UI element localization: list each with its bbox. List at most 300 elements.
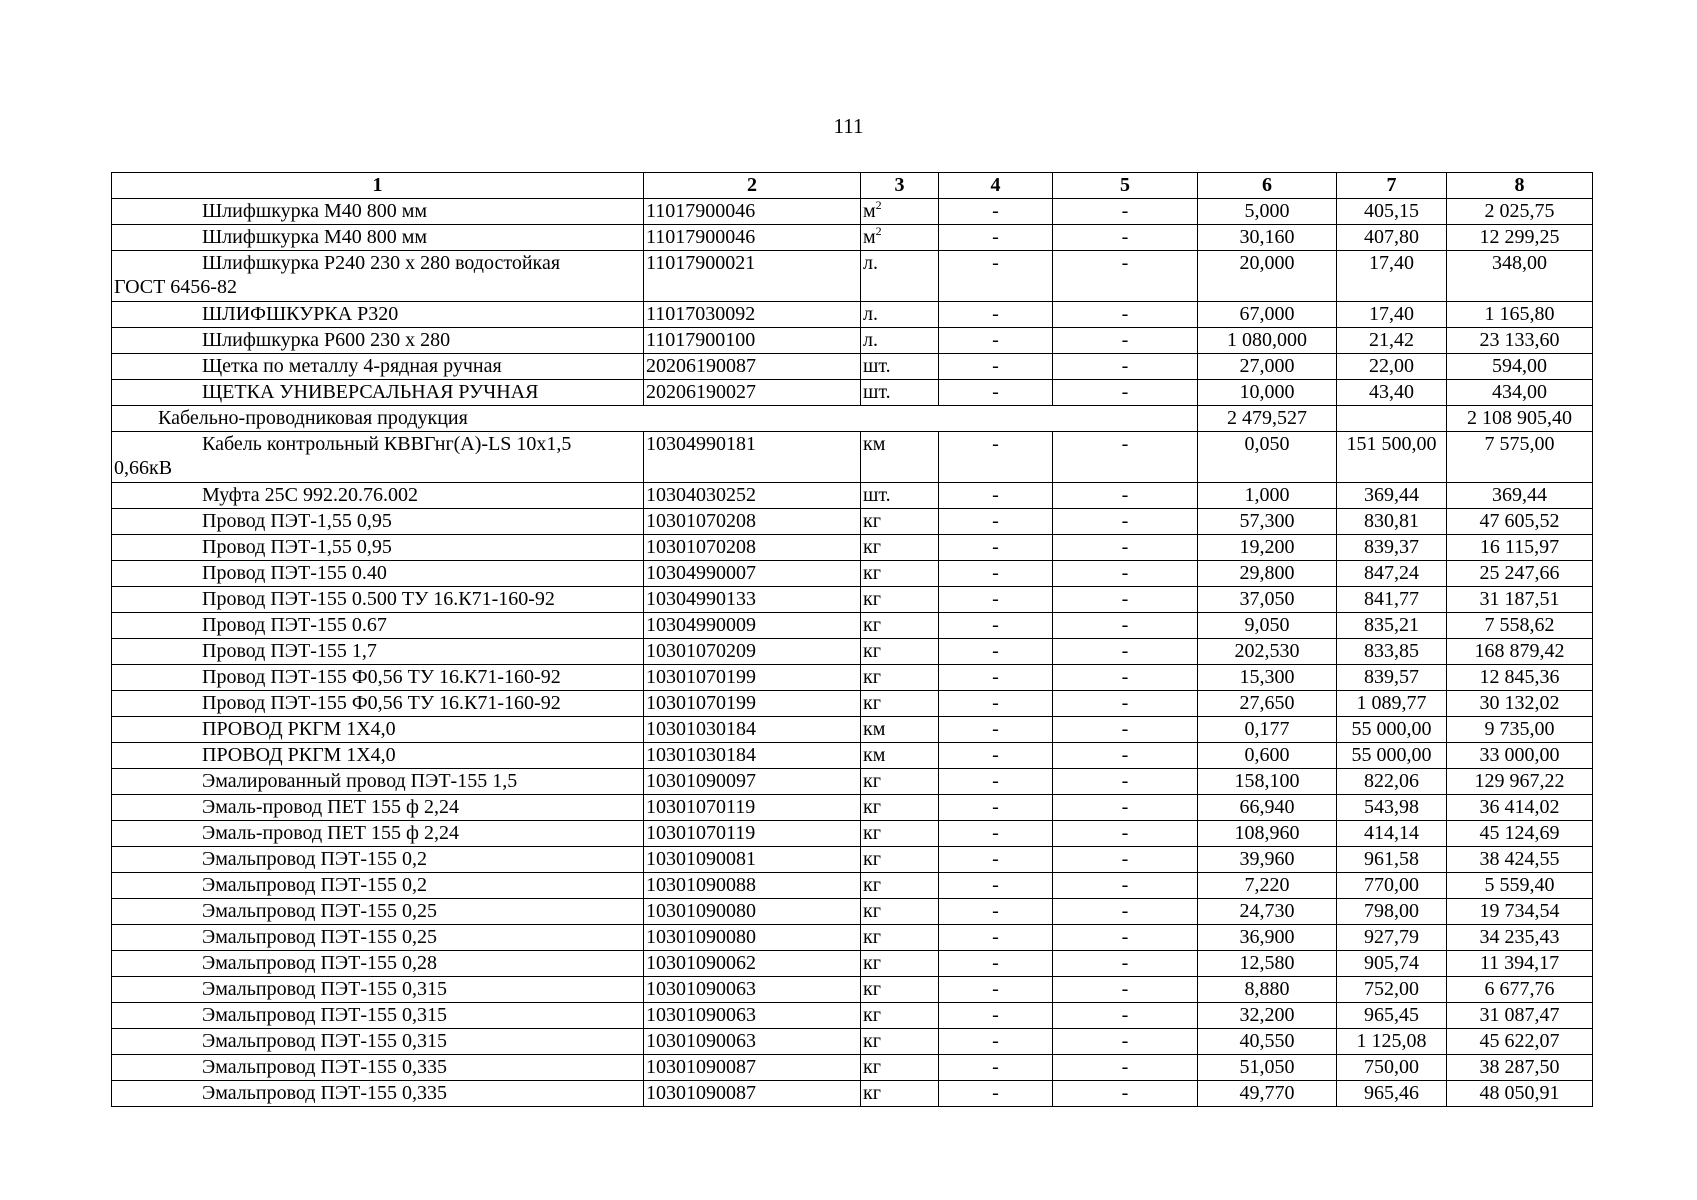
item-sum: 434,00 [1447, 380, 1593, 406]
item-col5: - [1053, 380, 1198, 406]
item-name: Провод ПЭТ-155 0.67 [202, 614, 387, 636]
item-name-cell [112, 561, 644, 587]
item-sum: 45 622,07 [1447, 1029, 1593, 1055]
item-sum: 45 124,69 [1447, 821, 1593, 847]
item-code: 10304990007 [644, 561, 861, 587]
item-name: Щетка по металлу 4-рядная ручная [202, 355, 502, 377]
item-unit: кг [863, 640, 881, 662]
item-name-cell [112, 821, 644, 847]
item-unit-cell [861, 717, 939, 743]
table-row [112, 769, 1593, 795]
item-qty: 27,000 [1198, 354, 1337, 380]
item-qty: 67,000 [1198, 302, 1337, 328]
item-name: Шлифшкурка М40 800 мм [202, 200, 428, 222]
column-header: 7 [1337, 173, 1447, 199]
item-price: 752,00 [1337, 977, 1447, 1003]
item-unit: км [863, 433, 886, 455]
item-code: 10301090087 [644, 1055, 861, 1081]
item-name-cell [112, 1003, 644, 1029]
table-row [112, 925, 1593, 951]
item-price: 21,42 [1337, 328, 1447, 354]
item-col4: - [939, 613, 1053, 639]
item-col4: - [939, 1055, 1053, 1081]
item-col5: - [1053, 977, 1198, 1003]
group-name: Кабельно-проводниковая продукция [112, 406, 1198, 432]
item-sum: 5 559,40 [1447, 873, 1593, 899]
item-col5: - [1053, 639, 1198, 665]
item-col4: - [939, 925, 1053, 951]
item-sum: 16 115,97 [1447, 535, 1593, 561]
table-row [112, 199, 1593, 225]
item-price: 835,21 [1337, 613, 1447, 639]
item-col4: - [939, 665, 1053, 691]
item-sum: 12 299,25 [1447, 225, 1593, 251]
item-sum: 168 879,42 [1447, 639, 1593, 665]
item-unit-cell [861, 1029, 939, 1055]
item-unit-cell [861, 691, 939, 717]
item-sum: 30 132,02 [1447, 691, 1593, 717]
item-name-cell [112, 795, 644, 821]
item-qty: 19,200 [1198, 535, 1337, 561]
table-row [112, 509, 1593, 535]
item-col5: - [1053, 1055, 1198, 1081]
item-name: Шлифшкурка Р240 230 х 280 водостойкая [202, 252, 561, 274]
item-name: Шлифшкурка Р600 230 х 280 [202, 329, 451, 351]
item-sum: 7 558,62 [1447, 613, 1593, 639]
item-qty: 1,000 [1198, 483, 1337, 509]
item-unit: кг [863, 1004, 881, 1026]
header-row [112, 173, 1593, 199]
table-row [112, 561, 1593, 587]
item-code: 10304990009 [644, 613, 861, 639]
item-qty: 9,050 [1198, 613, 1337, 639]
item-unit-cell [861, 225, 939, 251]
item-unit: л. [863, 252, 878, 274]
item-name: Кабель контрольный КВВГнг(А)-LS 10х1,5 [202, 433, 572, 455]
item-sum: 7 575,00 [1447, 432, 1593, 483]
item-qty: 40,550 [1198, 1029, 1337, 1055]
column-header: 5 [1053, 173, 1198, 199]
item-sum: 348,00 [1447, 251, 1593, 302]
item-unit: кг [863, 588, 881, 610]
item-name-cell [112, 483, 644, 509]
item-name-continuation: ГОСТ 6456-82 [114, 276, 237, 298]
item-name-cell [112, 977, 644, 1003]
item-col4: - [939, 587, 1053, 613]
item-code: 10301090087 [644, 1081, 861, 1107]
item-qty: 27,650 [1198, 691, 1337, 717]
item-price: 43,40 [1337, 380, 1447, 406]
item-col5: - [1053, 251, 1198, 302]
item-unit-cell [861, 873, 939, 899]
item-name: Эмальпровод ПЭТ-155 0,28 [202, 952, 438, 974]
item-unit: шт. [863, 355, 891, 377]
table-row [112, 483, 1593, 509]
item-name: ПРОВОД РКГМ 1Х4,0 [202, 718, 396, 740]
item-name: Муфта 25С 992.20.76.002 [202, 484, 418, 506]
item-name: ЩЕТКА УНИВЕРСАЛЬНАЯ РУЧНАЯ [202, 381, 539, 403]
item-col4: - [939, 561, 1053, 587]
item-code: 11017900046 [644, 225, 861, 251]
column-header: 8 [1447, 173, 1593, 199]
item-name: Эмальпровод ПЭТ-155 0,25 [202, 926, 438, 948]
item-name: Эмаль-провод ПЕТ 155 ф 2,24 [202, 796, 459, 818]
item-unit-cell [861, 951, 939, 977]
item-qty: 202,530 [1198, 639, 1337, 665]
item-sum: 1 165,80 [1447, 302, 1593, 328]
item-col4: - [939, 1081, 1053, 1107]
table-row [112, 535, 1593, 561]
table-row [112, 899, 1593, 925]
item-col5: - [1053, 899, 1198, 925]
item-col4: - [939, 432, 1053, 483]
item-unit: кг [863, 614, 881, 636]
item-name-cell [112, 1029, 644, 1055]
item-price: 750,00 [1337, 1055, 1447, 1081]
item-sum: 594,00 [1447, 354, 1593, 380]
item-code: 10301090063 [644, 977, 861, 1003]
item-name: Эмаль-провод ПЕТ 155 ф 2,24 [202, 822, 459, 844]
item-name-cell [112, 225, 644, 251]
item-col5: - [1053, 873, 1198, 899]
item-col4: - [939, 199, 1053, 225]
item-name: Эмальпровод ПЭТ-155 0,315 [202, 1030, 448, 1052]
table-row [112, 1081, 1593, 1107]
item-name: Эмальпровод ПЭТ-155 0,335 [202, 1056, 448, 1078]
item-price: 841,77 [1337, 587, 1447, 613]
table-row [112, 977, 1593, 1003]
item-name-cell [112, 847, 644, 873]
item-col4: - [939, 509, 1053, 535]
item-name-cell [112, 717, 644, 743]
item-col4: - [939, 977, 1053, 1003]
item-name: Провод ПЭТ-155 Ф0,56 ТУ 16.К71-160-92 [202, 692, 561, 714]
item-col5: - [1053, 354, 1198, 380]
item-price: 369,44 [1337, 483, 1447, 509]
item-qty: 158,100 [1198, 769, 1337, 795]
item-col4: - [939, 639, 1053, 665]
table-row [112, 380, 1593, 406]
table-row [112, 328, 1593, 354]
item-unit: кг [863, 874, 881, 896]
item-name-cell [112, 587, 644, 613]
table-row [112, 251, 1593, 302]
item-col4: - [939, 483, 1053, 509]
item-code: 11017030092 [644, 302, 861, 328]
item-qty: 8,880 [1198, 977, 1337, 1003]
item-col4: - [939, 951, 1053, 977]
item-name-cell [112, 380, 644, 406]
item-col5: - [1053, 302, 1198, 328]
item-unit-cell [861, 665, 939, 691]
item-name-cell [112, 1055, 644, 1081]
item-col4: - [939, 743, 1053, 769]
item-name: Эмальпровод ПЭТ-155 0,315 [202, 978, 448, 1000]
item-name: Провод ПЭТ-155 1,7 [202, 640, 377, 662]
item-unit-cell [861, 925, 939, 951]
item-unit-cell [861, 1055, 939, 1081]
item-code: 10301090080 [644, 899, 861, 925]
item-sum: 38 287,50 [1447, 1055, 1593, 1081]
item-name: Провод ПЭТ-1,55 0,95 [202, 536, 392, 558]
item-qty: 37,050 [1198, 587, 1337, 613]
group-price [1337, 406, 1447, 432]
item-qty: 10,000 [1198, 380, 1337, 406]
item-col5: - [1053, 432, 1198, 483]
item-name-cell [112, 899, 644, 925]
item-name-cell [112, 665, 644, 691]
item-unit: л. [863, 329, 878, 351]
item-price: 847,24 [1337, 561, 1447, 587]
item-col5: - [1053, 561, 1198, 587]
item-sum: 6 677,76 [1447, 977, 1593, 1003]
table-row [112, 354, 1593, 380]
table-row [112, 302, 1593, 328]
item-qty: 30,160 [1198, 225, 1337, 251]
page-number: 111 [833, 114, 864, 138]
item-code: 10301090081 [644, 847, 861, 873]
item-name-cell [112, 432, 644, 483]
item-price: 55 000,00 [1337, 717, 1447, 743]
item-unit-cell [861, 509, 939, 535]
unit-superscript: 2 [875, 198, 882, 212]
item-price: 798,00 [1337, 899, 1447, 925]
item-sum: 19 734,54 [1447, 899, 1593, 925]
item-name: ШЛИФШКУРКА Р320 [202, 303, 399, 325]
item-sum: 47 605,52 [1447, 509, 1593, 535]
item-col4: - [939, 899, 1053, 925]
item-qty: 29,800 [1198, 561, 1337, 587]
item-col5: - [1053, 1003, 1198, 1029]
table-row [112, 691, 1593, 717]
item-unit-cell [861, 561, 939, 587]
item-col4: - [939, 328, 1053, 354]
item-col4: - [939, 354, 1053, 380]
item-code: 10301090063 [644, 1029, 861, 1055]
item-unit: кг [863, 952, 881, 974]
item-sum: 129 967,22 [1447, 769, 1593, 795]
item-name-cell [112, 769, 644, 795]
item-unit: кг [863, 1082, 881, 1104]
item-code: 10301030184 [644, 743, 861, 769]
item-unit: кг [863, 1056, 881, 1078]
table-row [112, 847, 1593, 873]
item-name: Эмальпровод ПЭТ-155 0,315 [202, 1004, 448, 1026]
item-unit: кг [863, 900, 881, 922]
item-sum: 11 394,17 [1447, 951, 1593, 977]
item-unit-cell [861, 639, 939, 665]
table-row [112, 1003, 1593, 1029]
group-row [112, 406, 1593, 432]
item-col4: - [939, 1003, 1053, 1029]
table-row [112, 1029, 1593, 1055]
column-header: 2 [644, 173, 861, 199]
item-price: 543,98 [1337, 795, 1447, 821]
item-unit-cell [861, 769, 939, 795]
item-col4: - [939, 251, 1053, 302]
item-qty: 108,960 [1198, 821, 1337, 847]
item-unit-cell [861, 302, 939, 328]
item-unit: м [863, 200, 876, 222]
item-name: Шлифшкурка М40 800 мм [202, 226, 428, 248]
table-body [112, 199, 1593, 1107]
item-qty: 5,000 [1198, 199, 1337, 225]
item-sum: 23 133,60 [1447, 328, 1593, 354]
item-col4: - [939, 225, 1053, 251]
column-header: 3 [861, 173, 939, 199]
item-sum: 12 845,36 [1447, 665, 1593, 691]
item-col5: - [1053, 795, 1198, 821]
item-sum: 9 735,00 [1447, 717, 1593, 743]
item-unit-cell [861, 432, 939, 483]
item-price: 839,57 [1337, 665, 1447, 691]
item-unit-cell [861, 977, 939, 1003]
item-col5: - [1053, 1029, 1198, 1055]
item-price: 965,45 [1337, 1003, 1447, 1029]
item-code: 10301070199 [644, 691, 861, 717]
item-price: 407,80 [1337, 225, 1447, 251]
item-name-cell [112, 743, 644, 769]
item-code: 10304030252 [644, 483, 861, 509]
item-unit-cell [861, 1003, 939, 1029]
item-unit: кг [863, 978, 881, 1000]
item-unit: кг [863, 562, 881, 584]
item-sum: 36 414,02 [1447, 795, 1593, 821]
item-unit: кг [863, 822, 881, 844]
item-name: Эмальпровод ПЭТ-155 0,335 [202, 1082, 448, 1104]
item-unit: л. [863, 303, 878, 325]
item-qty: 0,050 [1198, 432, 1337, 483]
item-name: Провод ПЭТ-1,55 0,95 [202, 510, 392, 532]
item-name-cell [112, 328, 644, 354]
item-qty: 51,050 [1198, 1055, 1337, 1081]
item-sum: 25 247,66 [1447, 561, 1593, 587]
item-unit-cell [861, 743, 939, 769]
item-price: 830,81 [1337, 509, 1447, 535]
item-col4: - [939, 717, 1053, 743]
table-row [112, 639, 1593, 665]
item-col5: - [1053, 328, 1198, 354]
item-code: 10301030184 [644, 717, 861, 743]
table-row [112, 951, 1593, 977]
item-unit-cell [861, 535, 939, 561]
item-name-cell [112, 535, 644, 561]
item-code: 10301070199 [644, 665, 861, 691]
item-name-cell [112, 1081, 644, 1107]
item-code: 10301090062 [644, 951, 861, 977]
item-name-continuation: 0,66кВ [114, 457, 173, 479]
item-qty: 49,770 [1198, 1081, 1337, 1107]
item-name-cell [112, 873, 644, 899]
item-qty: 0,177 [1198, 717, 1337, 743]
table-row [112, 613, 1593, 639]
item-col4: - [939, 691, 1053, 717]
item-unit: кг [863, 848, 881, 870]
item-unit-cell [861, 821, 939, 847]
item-unit-cell [861, 354, 939, 380]
item-unit: кг [863, 796, 881, 818]
item-col5: - [1053, 821, 1198, 847]
item-col5: - [1053, 225, 1198, 251]
item-qty: 0,600 [1198, 743, 1337, 769]
unit-superscript: 2 [875, 224, 882, 238]
item-sum: 34 235,43 [1447, 925, 1593, 951]
item-unit-cell [861, 380, 939, 406]
item-qty: 66,940 [1198, 795, 1337, 821]
item-price: 961,58 [1337, 847, 1447, 873]
column-header: 4 [939, 173, 1053, 199]
item-price: 927,79 [1337, 925, 1447, 951]
item-unit-cell [861, 847, 939, 873]
item-col4: - [939, 1029, 1053, 1055]
item-name: Эмальпровод ПЭТ-155 0,2 [202, 848, 428, 870]
item-code: 10301070119 [644, 821, 861, 847]
item-price: 965,46 [1337, 1081, 1447, 1107]
item-col5: - [1053, 665, 1198, 691]
item-code: 10301090097 [644, 769, 861, 795]
item-name-cell [112, 951, 644, 977]
item-col5: - [1053, 587, 1198, 613]
item-unit: кг [863, 536, 881, 558]
item-col5: - [1053, 1081, 1198, 1107]
item-unit: кг [863, 1030, 881, 1052]
item-name-cell [112, 613, 644, 639]
item-unit: кг [863, 770, 881, 792]
item-unit-cell [861, 199, 939, 225]
item-name-cell [112, 354, 644, 380]
table-row [112, 1055, 1593, 1081]
item-qty: 20,000 [1198, 251, 1337, 302]
item-col5: - [1053, 769, 1198, 795]
table-row [112, 821, 1593, 847]
item-price: 55 000,00 [1337, 743, 1447, 769]
item-unit: км [863, 718, 886, 740]
table-row [112, 743, 1593, 769]
table-row [112, 717, 1593, 743]
item-code: 10304990181 [644, 432, 861, 483]
item-name-cell [112, 639, 644, 665]
item-price: 905,74 [1337, 951, 1447, 977]
item-unit: кг [863, 666, 881, 688]
item-qty: 12,580 [1198, 951, 1337, 977]
item-col5: - [1053, 691, 1198, 717]
item-unit: шт. [863, 484, 891, 506]
item-col4: - [939, 535, 1053, 561]
item-col4: - [939, 847, 1053, 873]
item-col5: - [1053, 847, 1198, 873]
item-sum: 369,44 [1447, 483, 1593, 509]
item-unit-cell [861, 1081, 939, 1107]
item-price: 17,40 [1337, 251, 1447, 302]
item-price: 833,85 [1337, 639, 1447, 665]
item-name: Эмальпровод ПЭТ-155 0,2 [202, 874, 428, 896]
item-col4: - [939, 821, 1053, 847]
group-sum: 2 108 905,40 [1447, 406, 1593, 432]
item-code: 10301070208 [644, 509, 861, 535]
item-col5: - [1053, 925, 1198, 951]
table-row [112, 665, 1593, 691]
column-header: 1 [112, 173, 644, 199]
item-unit: км [863, 744, 886, 766]
item-sum: 33 000,00 [1447, 743, 1593, 769]
item-code: 11017900046 [644, 199, 861, 225]
item-col4: - [939, 873, 1053, 899]
item-name-cell [112, 691, 644, 717]
item-unit-cell [861, 613, 939, 639]
item-code: 10301090080 [644, 925, 861, 951]
item-qty: 39,960 [1198, 847, 1337, 873]
item-unit: кг [863, 692, 881, 714]
